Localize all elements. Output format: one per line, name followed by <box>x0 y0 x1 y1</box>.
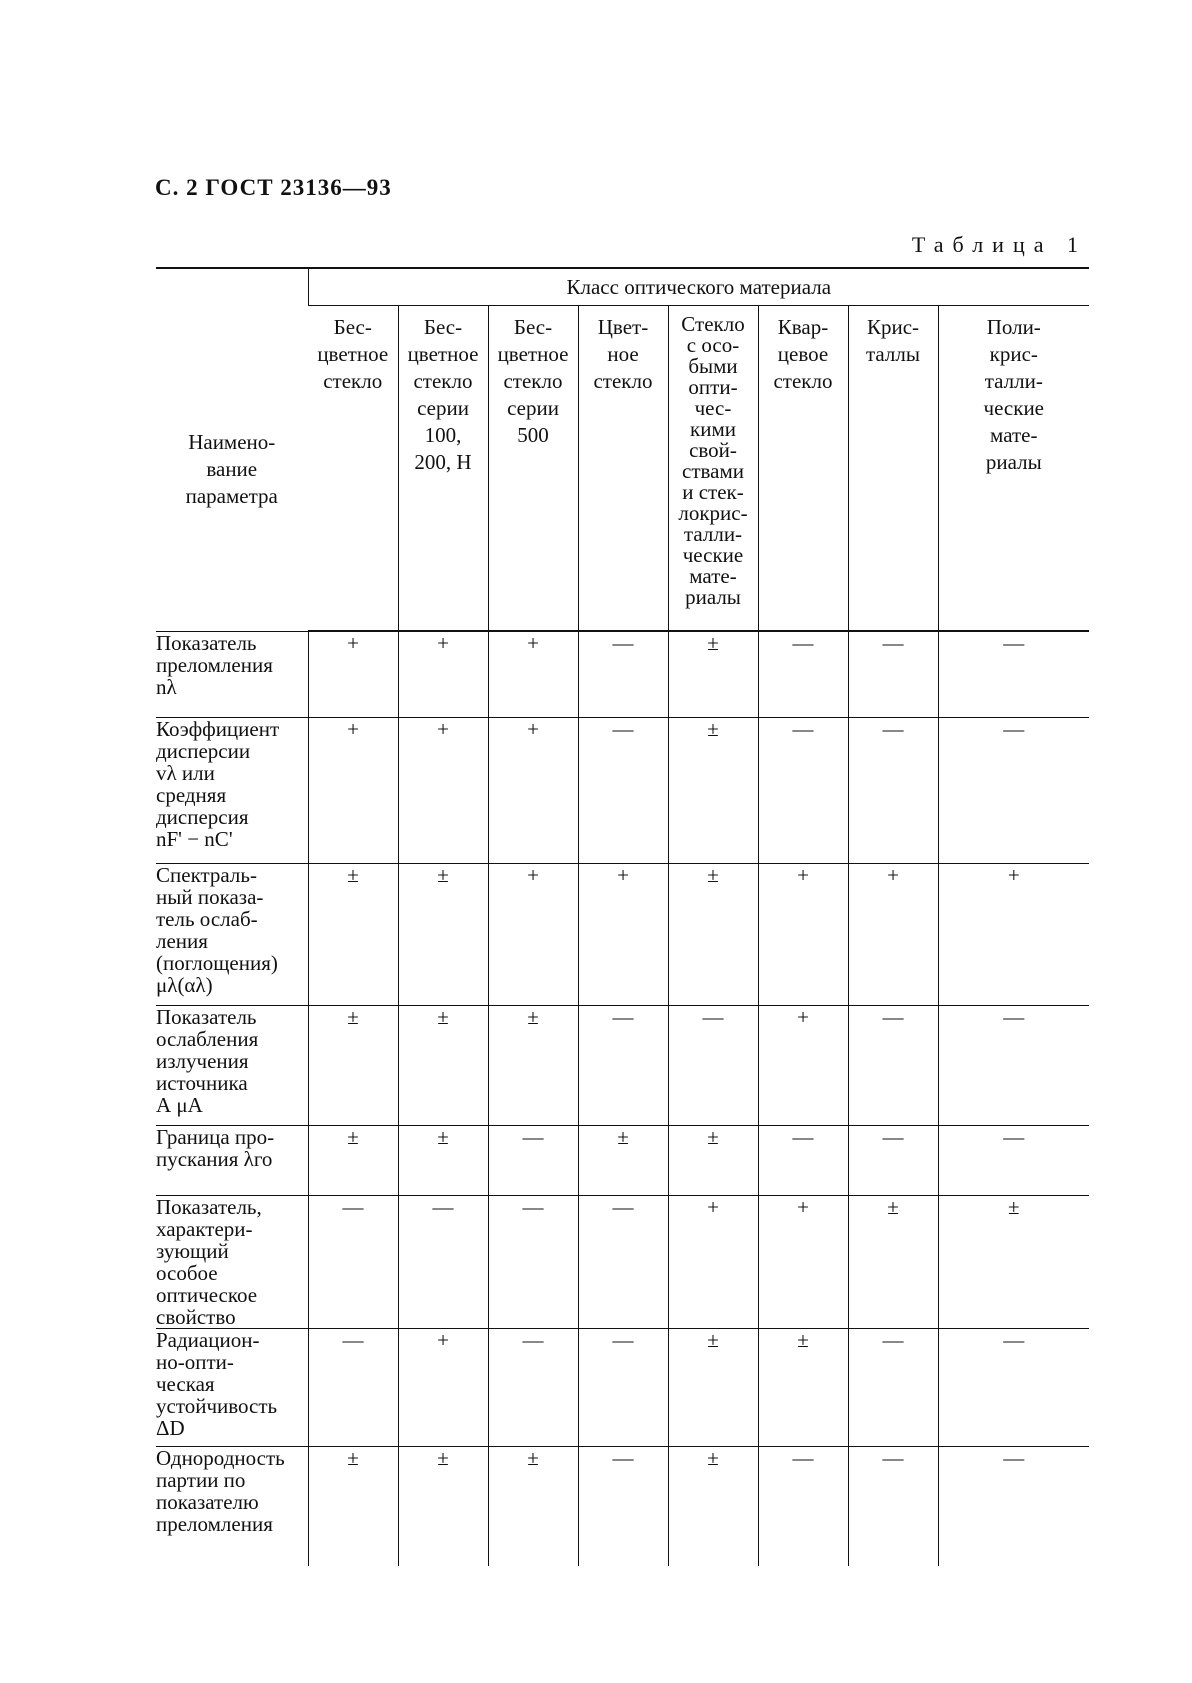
column-header-line: стекло <box>323 369 383 393</box>
value-cell: + <box>578 863 668 1005</box>
parameter-name-line: свойство <box>156 1304 236 1329</box>
parameter-name-line: nF' − nC' <box>156 826 233 851</box>
parameter-name-line: пускания λго <box>156 1146 273 1171</box>
parameter-name-line: nλ <box>156 674 177 699</box>
parameter-name <box>156 1446 308 1566</box>
column-header-line: ческие <box>682 543 744 567</box>
parameter-name-line: преломления <box>156 652 273 677</box>
value-cell: + <box>758 1005 848 1125</box>
parameter-name-line: Показатель <box>156 1004 257 1029</box>
column-header-line: мате- <box>689 564 737 588</box>
column-header-line: и стек- <box>682 480 744 504</box>
column-header-line: Цвет- <box>597 315 649 339</box>
value-cell: ± <box>668 1446 758 1566</box>
value-cell: — <box>488 1195 578 1328</box>
parameter-name-line: зующий <box>156 1238 229 1263</box>
table-row <box>156 1125 1089 1195</box>
parameter-name <box>156 1195 308 1328</box>
parameter-name-line: характери- <box>156 1216 253 1241</box>
parameter-name <box>156 863 308 1005</box>
value-cell: + <box>308 631 398 717</box>
parameter-name-line: Спектраль- <box>156 862 257 887</box>
value-cell: ± <box>668 717 758 863</box>
value-cell: ± <box>398 1005 488 1125</box>
value-cell: — <box>938 631 1089 717</box>
value-cell: — <box>848 1005 938 1125</box>
column-header-line: ствами <box>682 459 744 483</box>
column-header-line: цветное <box>497 342 569 366</box>
value-cell: ± <box>398 863 488 1005</box>
parameter-name-line: μλ(αλ) <box>156 972 213 997</box>
column-header-line: талли- <box>984 369 1043 393</box>
table-row <box>156 1446 1089 1566</box>
column-header <box>488 306 578 632</box>
table-row <box>156 1195 1089 1328</box>
value-cell: ± <box>938 1195 1089 1328</box>
value-cell: — <box>578 631 668 717</box>
value-cell: + <box>488 631 578 717</box>
parameter-name-line: устойчивость <box>156 1393 278 1418</box>
value-cell: — <box>758 1446 848 1566</box>
value-cell: — <box>398 1195 488 1328</box>
column-header-line: Квар- <box>777 315 829 339</box>
value-cell: ± <box>488 1446 578 1566</box>
parameter-name-line: ления <box>156 928 208 953</box>
table-caption: Таблица 1 <box>911 232 1087 257</box>
parameter-name-line: излучения <box>156 1048 249 1073</box>
column-header <box>578 306 668 632</box>
parameter-name <box>156 717 308 863</box>
page-header: С. 2 ГОСТ 23136—93 <box>155 175 392 200</box>
parameter-name <box>156 631 308 717</box>
value-cell: + <box>488 863 578 1005</box>
column-header-line: с осо- <box>686 333 740 357</box>
value-cell: — <box>308 1328 398 1446</box>
value-cell: ± <box>308 1005 398 1125</box>
parameter-name <box>156 1328 308 1446</box>
column-header-line: опти- <box>688 375 738 399</box>
value-cell: — <box>938 1005 1089 1125</box>
value-cell: ± <box>668 863 758 1005</box>
column-header <box>398 306 488 632</box>
parameter-name-line: ческая <box>156 1371 215 1396</box>
column-header-line: таллы <box>865 342 920 366</box>
column-header <box>758 306 848 632</box>
column-header-line: Бес- <box>423 315 463 339</box>
value-cell: + <box>668 1195 758 1328</box>
column-header <box>668 306 758 632</box>
value-cell: + <box>848 863 938 1005</box>
value-cell: ± <box>398 1446 488 1566</box>
value-cell: — <box>938 717 1089 863</box>
column-header-line: серии <box>417 396 469 420</box>
column-header-line: стекло <box>773 369 833 393</box>
column-header-line: риалы <box>685 585 741 609</box>
parameter-name-line: партии по <box>156 1467 246 1492</box>
table-row <box>156 1328 1089 1446</box>
value-cell: ± <box>398 1125 488 1195</box>
parameter-name-line: Однородность <box>156 1445 285 1470</box>
column-header-line: 100, <box>424 423 462 447</box>
value-cell: — <box>578 1328 668 1446</box>
column-header-line: цевое <box>777 342 829 366</box>
column-header-line: цветное <box>317 342 389 366</box>
value-cell: + <box>488 717 578 863</box>
parameter-name-line: преломления <box>156 1511 273 1536</box>
value-cell: + <box>398 1328 488 1446</box>
value-cell: — <box>758 1125 848 1195</box>
value-cell: — <box>848 631 938 717</box>
value-cell: + <box>938 863 1089 1005</box>
parameter-name-line: А μА <box>156 1092 203 1117</box>
value-cell: — <box>578 1005 668 1125</box>
column-header-line: 200, Н <box>414 450 472 474</box>
column-header-line: чес- <box>694 396 732 420</box>
parameter-name-line: показателю <box>156 1489 259 1514</box>
parameter-name-line: (поглощения) <box>156 950 278 975</box>
value-cell: — <box>758 631 848 717</box>
column-header-line: Бес- <box>333 315 372 339</box>
value-cell: — <box>938 1446 1089 1566</box>
value-cell: ± <box>758 1328 848 1446</box>
parameter-name-line: Показатель, <box>156 1194 262 1219</box>
column-header-line: риалы <box>985 450 1042 474</box>
value-cell: — <box>488 1125 578 1195</box>
column-header-line: локрис- <box>678 501 748 525</box>
column-header-line: Крис- <box>866 315 920 339</box>
parameter-name <box>156 1005 308 1125</box>
column-header-line: Поли- <box>986 315 1041 339</box>
value-cell: ± <box>848 1195 938 1328</box>
param-header-line: параметра <box>185 484 278 509</box>
column-header-line: стекло <box>413 369 473 393</box>
value-cell: — <box>578 1195 668 1328</box>
value-cell: — <box>488 1328 578 1446</box>
parameter-name-line: ΔD <box>156 1415 185 1440</box>
parameter-name-line: Показатель <box>156 630 257 655</box>
column-header-line: цветное <box>407 342 479 366</box>
group-header: Класс оптического материала <box>308 268 1089 306</box>
value-cell: + <box>398 631 488 717</box>
value-cell: + <box>758 863 848 1005</box>
parameter-name-line: Радиацион- <box>156 1327 260 1352</box>
value-cell: ± <box>488 1005 578 1125</box>
value-cell: — <box>578 717 668 863</box>
column-header-line: Стекло <box>681 312 745 336</box>
parameter-name-line: но-опти- <box>156 1349 234 1374</box>
column-header-line: свой- <box>689 438 737 462</box>
value-cell: + <box>308 717 398 863</box>
value-cell: — <box>848 1125 938 1195</box>
value-cell: ± <box>668 1125 758 1195</box>
value-cell: — <box>848 717 938 863</box>
table-row <box>156 863 1089 1005</box>
column-header-line: талли- <box>683 522 743 546</box>
column-header-line: ческие <box>983 396 1045 420</box>
value-cell: — <box>938 1125 1089 1195</box>
value-cell: ± <box>308 1446 398 1566</box>
table-row <box>156 1005 1089 1125</box>
value-cell: ± <box>578 1125 668 1195</box>
parameter-name-line: Граница про- <box>156 1124 275 1149</box>
parameter-name-line: ослабления <box>156 1026 259 1051</box>
column-header <box>308 306 398 632</box>
param-header-line: вание <box>206 457 258 482</box>
column-header-line: Бес- <box>513 315 553 339</box>
parameter-name-line: источника <box>156 1070 248 1095</box>
column-header-line: мате- <box>990 423 1038 447</box>
parameter-name-line: тель ослаб- <box>156 906 258 931</box>
value-cell: — <box>578 1446 668 1566</box>
value-cell: — <box>308 1195 398 1328</box>
parameter-name-line: дисперсия <box>156 804 249 829</box>
optical-materials-table <box>156 267 1089 1566</box>
value-cell: + <box>758 1195 848 1328</box>
value-cell: — <box>938 1328 1089 1446</box>
column-header-line: ное <box>607 342 639 366</box>
value-cell: + <box>398 717 488 863</box>
parameter-name-line: ный показа- <box>156 884 264 909</box>
parameter-name-line: Коэффициент <box>156 716 280 741</box>
column-header-line: кими <box>690 417 736 441</box>
column-header-line: быми <box>688 354 738 378</box>
column-header <box>938 306 1089 632</box>
value-cell: — <box>848 1328 938 1446</box>
column-header-line: стекло <box>593 369 653 393</box>
column-header <box>848 306 938 632</box>
value-cell: ± <box>308 863 398 1005</box>
param-header-line: Наимено- <box>188 430 276 455</box>
value-cell: ± <box>668 631 758 717</box>
value-cell: — <box>848 1446 938 1566</box>
column-header-line: серии <box>507 396 559 420</box>
value-cell: ± <box>308 1125 398 1195</box>
param-header <box>156 268 308 631</box>
column-header-line: стекло <box>503 369 563 393</box>
table-row <box>156 631 1089 717</box>
table-row <box>156 717 1089 863</box>
column-header-line: крис- <box>989 342 1038 366</box>
value-cell: ± <box>668 1328 758 1446</box>
parameter-name-line: средняя <box>156 782 227 807</box>
value-cell: — <box>758 717 848 863</box>
parameter-name <box>156 1125 308 1195</box>
parameter-name-line: vλ или <box>156 760 215 785</box>
column-header-line: 500 <box>517 423 549 447</box>
value-cell: — <box>668 1005 758 1125</box>
parameter-name-line: оптическое <box>156 1282 258 1307</box>
parameter-name-line: дисперсии <box>156 738 251 763</box>
parameter-name-line: особое <box>156 1260 218 1285</box>
